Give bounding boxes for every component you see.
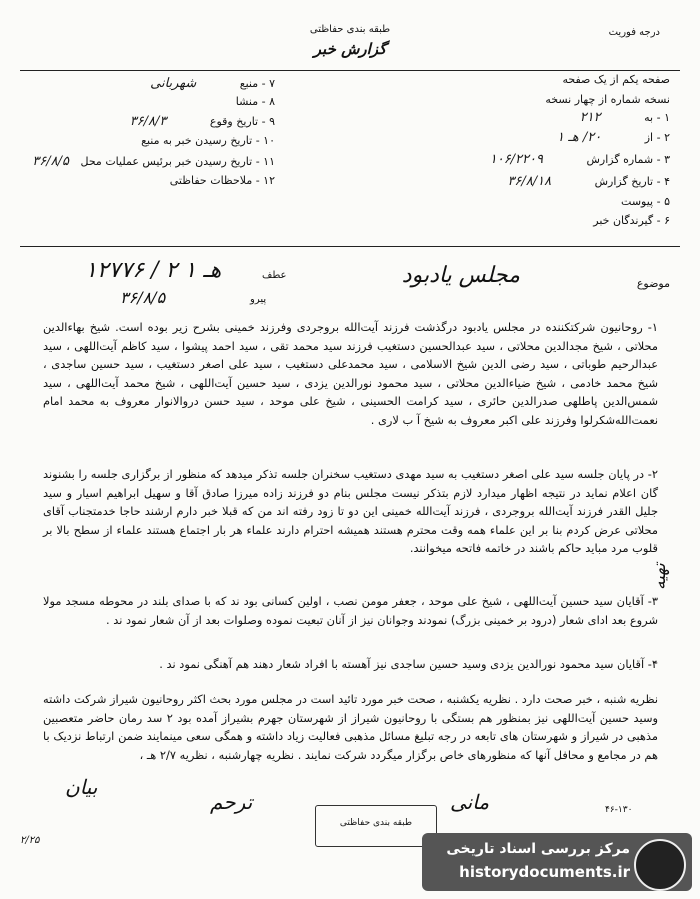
subject-label: موضوع xyxy=(636,277,670,290)
field-page: صفحه یکم از یک صفحه xyxy=(562,73,670,86)
handwritten-footnote: ۲/۲۵ xyxy=(20,835,40,846)
signature-left: بیان xyxy=(65,775,98,799)
priority-label: درجه فوریت xyxy=(608,27,660,38)
field-report-number: ۳ - شماره گزارش ۱۰۶/۲۲۰۹ xyxy=(489,152,670,167)
watermark-title: مرکز بررسی اسناد تاریخی xyxy=(446,841,630,857)
signature-mid: ترحم xyxy=(210,790,253,814)
archive-logo-icon xyxy=(634,839,686,891)
signature-right: مانی xyxy=(450,790,490,814)
reference-follow-label: پیرو xyxy=(250,294,267,305)
footer-code: ۴۶-۱۳۰ xyxy=(605,805,633,815)
field-from: ۲ - از ۲۰/ هـ ۱ xyxy=(556,130,670,145)
field-attachment: ۵ - پیوست xyxy=(621,195,670,208)
paragraph-1: ۱- روحانیون شرکتکننده در مجلس یادبود درگذشت فرزند آیت‌الله بروجردی وفرزند خمینی بشرح زیر بوده است. شیخ بهاءالدین محلاتی ، شیخ مجدالدین محلاتی ، سید عبدالحسین دستغیب فرزند سید محمد تقی ، سید احمد پیشوا ، سید کاظم آیت‌اللهی ، سید عبدالرحیم طوباتی ، سید رضی الدین شیخ الاسلامی ، سید محمدعلی دستغیب ، سید علی اصغر دستغیب ، سید حسین ساجدی ، شیخ محمد خادمی ، شیخ ضیاءالدین محلاتی ، سید محمود نورالدین یزدی ، سید حسین آیت‌اللهی ، شیخ محمد آیت‌اللهی ، سید شمس‌الدین پاطلهی صدرالدین حائری ، سید کرامت الحسینی ، شیخ علی موحد ، سید حسن دروالانوار معروف به محمد امام نعمت‌الله‌شکرلوا وفرزند علی اکبر معروف به شیخ آ ب لاری . xyxy=(43,320,658,427)
paragraph-2: ۲- در پایان جلسه سید علی اصغر دستغیب به سید مهدی دستغیب سخنران جلسه تذکر میدهد که منظور از برگزاری جلسه را بشنوند گان اعلام نماید در نتیجه اظهار میدارد لازم بتذکر نیست مجلس بنام دو فرزند زاده میرزا صادق آقا و سهیل ابراهیم اسیار و سید جلیل القدر فرزند آیت‌الله بروجردی ، فرزند آیت‌الله خمینی این دو تا زود رفته اند من که قبلا خبر دارم ارشند حاجا خدمتجناب آقای محلاتی عرض کردم بنا بر این علماء همه وقت محترم هستند همیشه احترام دارند علماء هر بار اجتماع هستند علماء از سطح بالا بر قلوب مرد مباید حاکم باشند در خاتمه فاتحه میخوانند. xyxy=(43,467,658,556)
paragraph-4: ۴- آقایان سید محمود نورالدین یزدی وسید حسین ساجدی نیز آهسته با افراد شعار دهند هم آهنگی نمود ند . xyxy=(159,657,658,671)
reference-label: عطف xyxy=(262,270,287,281)
margin-handwritten-note: تهیه xyxy=(650,563,670,590)
header-divider xyxy=(20,70,680,71)
field-source: ۷ - منبع شهربانی xyxy=(150,76,275,91)
report-title: گزارش خبر xyxy=(313,40,387,58)
field-report-date: ۴ - تاریخ گزارش ۳۶/۸/۱۸ xyxy=(507,174,670,189)
fields-divider xyxy=(20,246,680,247)
reference-date: ۳۶/۸/۵ xyxy=(120,288,166,307)
subject-value: مجلس یادبود xyxy=(401,263,520,288)
watermark-url: historydocuments.ir xyxy=(459,863,630,881)
field-security-notes: ۱۲ - ملاحظات حفاظتی xyxy=(169,174,275,187)
field-receipt-ops-date: ۱۱ - تاریخ رسیدن خبر برئیس عملیات محل ۳۶/۸/۵ xyxy=(32,154,275,169)
classification-label: طبقه بندی حفاظتی xyxy=(309,24,391,35)
classification-stamp: طبقه بندی حفاظتی xyxy=(315,805,437,847)
paragraph-5: نظریه شنبه ، خبر صحت دارد . نظریه یکشنبه ، صحت خبر مورد تائید است در مجلس مورد بحث اکثر روحانیون شیراز شرکت داشته وسید حسین آیت‌اللهی نیز بمنظور هم بستگی با روحانیون شیراز از شهرستان جهرم بشیراز آمده بود ۲ سد رمان حاضر متعصبین مذهبی در شیراز و شهرستان های تابعه در رجه تبلیغ مسائل مذهبی فعالیت زیاد داشته و همگی سعی مینمایند ضمن ارتباط نزدیک با هم در مجامع و محافل آنها که منظورهای خاص برگزار میگردد شرکت نمایند . نظریه چهارشنبه ، نظریه ۲/۷ هـ ، xyxy=(43,692,658,762)
paragraph-3: ۳- آقایان سید حسین آیت‌اللهی ، شیخ علی موحد ، جعفر مومن نصب ، اولین کسانی بود ند که با صدای بلند در محوطه مسجد مولا شروع بعد ادای شعار (درود بر خمینی بزرگ) نمودند وجوانان نیز از آنان تبعیت نموده وصلوات بعد از آن شعار نمود ند . xyxy=(43,594,658,627)
field-origin: ۸ - منشا xyxy=(235,95,275,108)
archive-watermark xyxy=(422,833,692,891)
field-copy-number: نسخه شماره از چهار نسخه xyxy=(545,93,670,106)
reference-number: ۱۲۷۷۶ / ۲ هـ ۱ xyxy=(85,258,222,283)
field-recipients: ۶ - گیرندگان خبر xyxy=(593,214,670,227)
field-to: ۱ - به ۲۱۲ xyxy=(579,110,670,125)
field-event-date: ۹ - تاریخ وقوع ۳۶/۸/۳ xyxy=(129,114,275,129)
field-receipt-source-date: ۱۰ - تاریخ رسیدن خبر به منبع xyxy=(141,134,275,147)
